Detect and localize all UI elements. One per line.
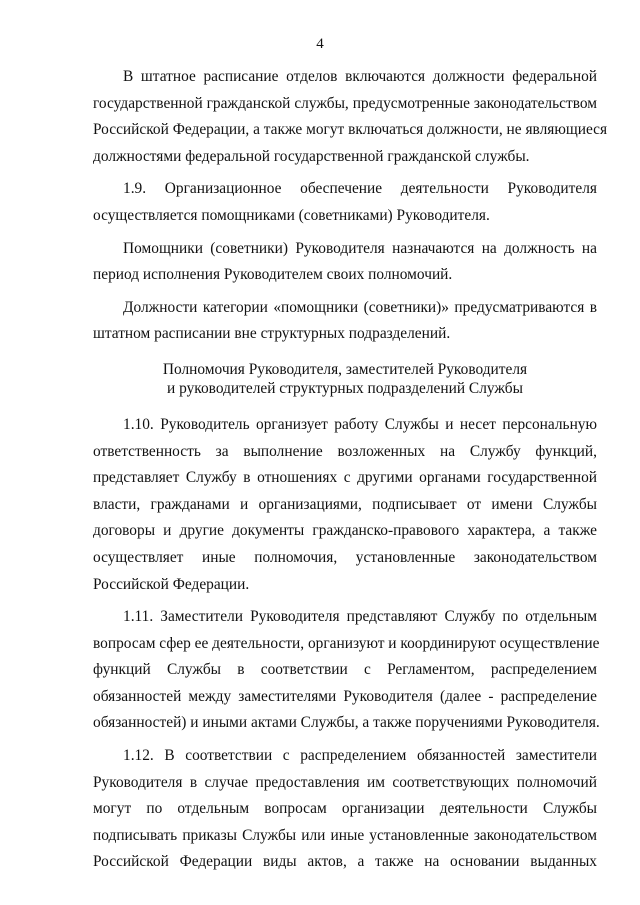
text-line: вопросам сфер ее деятельности, организуют и координируют осуществление	[93, 634, 600, 652]
section-heading-line: и руководителей структурных подразделений Службы	[167, 379, 523, 397]
text-line: 1.11. Заместители Руководителя представляют Службу по отдельным	[123, 608, 597, 626]
paragraph-assistants-appointment	[93, 236, 597, 289]
paragraph-staff-schedule	[93, 64, 608, 170]
page-number: 4	[316, 36, 324, 52]
document-body	[93, 64, 608, 876]
text-line: Российской Федерации, а также могут включаться должности, не являющиеся	[93, 121, 608, 139]
paragraph-1-9	[93, 176, 597, 229]
text-line: Должности категории «помощники (советники)» предусматриваются в	[123, 298, 597, 316]
text-line: 1.12. В соответствии с распределением обязанностей заместители	[123, 747, 597, 765]
paragraph-1-12	[93, 743, 597, 876]
text-line: власти, гражданами и организациями, подписывает от имени Службы	[93, 495, 597, 513]
text-line: функций Службы в соответствии с Регламентом, распределением	[93, 661, 597, 679]
text-line: представляет Службу в отношениях с другими органами государственной	[93, 469, 597, 487]
section-heading-line: Полномочия Руководителя, заместителей Руководителя	[162, 360, 528, 378]
paragraph-1-11	[93, 604, 600, 737]
text-line: осуществляет иные полномочия, установленные законодательством	[93, 548, 597, 566]
text-line: ответственность за выполнение возложенных на Службу функций,	[93, 442, 597, 460]
text-line: Российской Федерации.	[93, 575, 250, 593]
text-line: договоры и другие документы гражданско-правового характера, а также	[93, 522, 597, 540]
text-line: обязанностей между заместителями Руководителя (далее - распределение	[93, 687, 597, 705]
text-line: Российской Федерации виды актов, а также на основании выданных	[93, 853, 597, 871]
text-line: штатном расписании вне структурных подразделений.	[93, 325, 451, 343]
text-line: период исполнения Руководителем своих полномочий.	[93, 266, 453, 284]
text-line: могут по отдельным вопросам организации деятельности Службы	[93, 800, 597, 818]
text-line: В штатное расписание отделов включаются должности федеральной	[123, 68, 597, 85]
text-line: обязанностей) и иными актами Службы, а также поручениями Руководителя.	[93, 714, 600, 732]
text-line: должностями федеральной государственной гражданской службы.	[93, 147, 530, 165]
text-line: 1.9. Организационное обеспечение деятельности Руководителя	[123, 180, 597, 198]
text-line: Помощники (советники) Руководителя назначаются на должность на	[123, 239, 597, 257]
text-line: подписывать приказы Службы или иные установленные законодательством	[93, 826, 597, 844]
paragraph-assistant-positions	[93, 295, 597, 348]
paragraph-1-10	[93, 412, 597, 598]
text-line: осуществляется помощниками (советниками) Руководителя.	[93, 206, 490, 224]
section-heading	[93, 348, 597, 412]
text-line: 1.10. Руководитель организует работу Службы и несет персональную	[123, 415, 597, 433]
text-line: Руководителя в случае предоставления им соответствующих полномочий	[93, 773, 597, 791]
text-line: государственной гражданской службы, предусмотренные законодательством	[93, 94, 597, 112]
